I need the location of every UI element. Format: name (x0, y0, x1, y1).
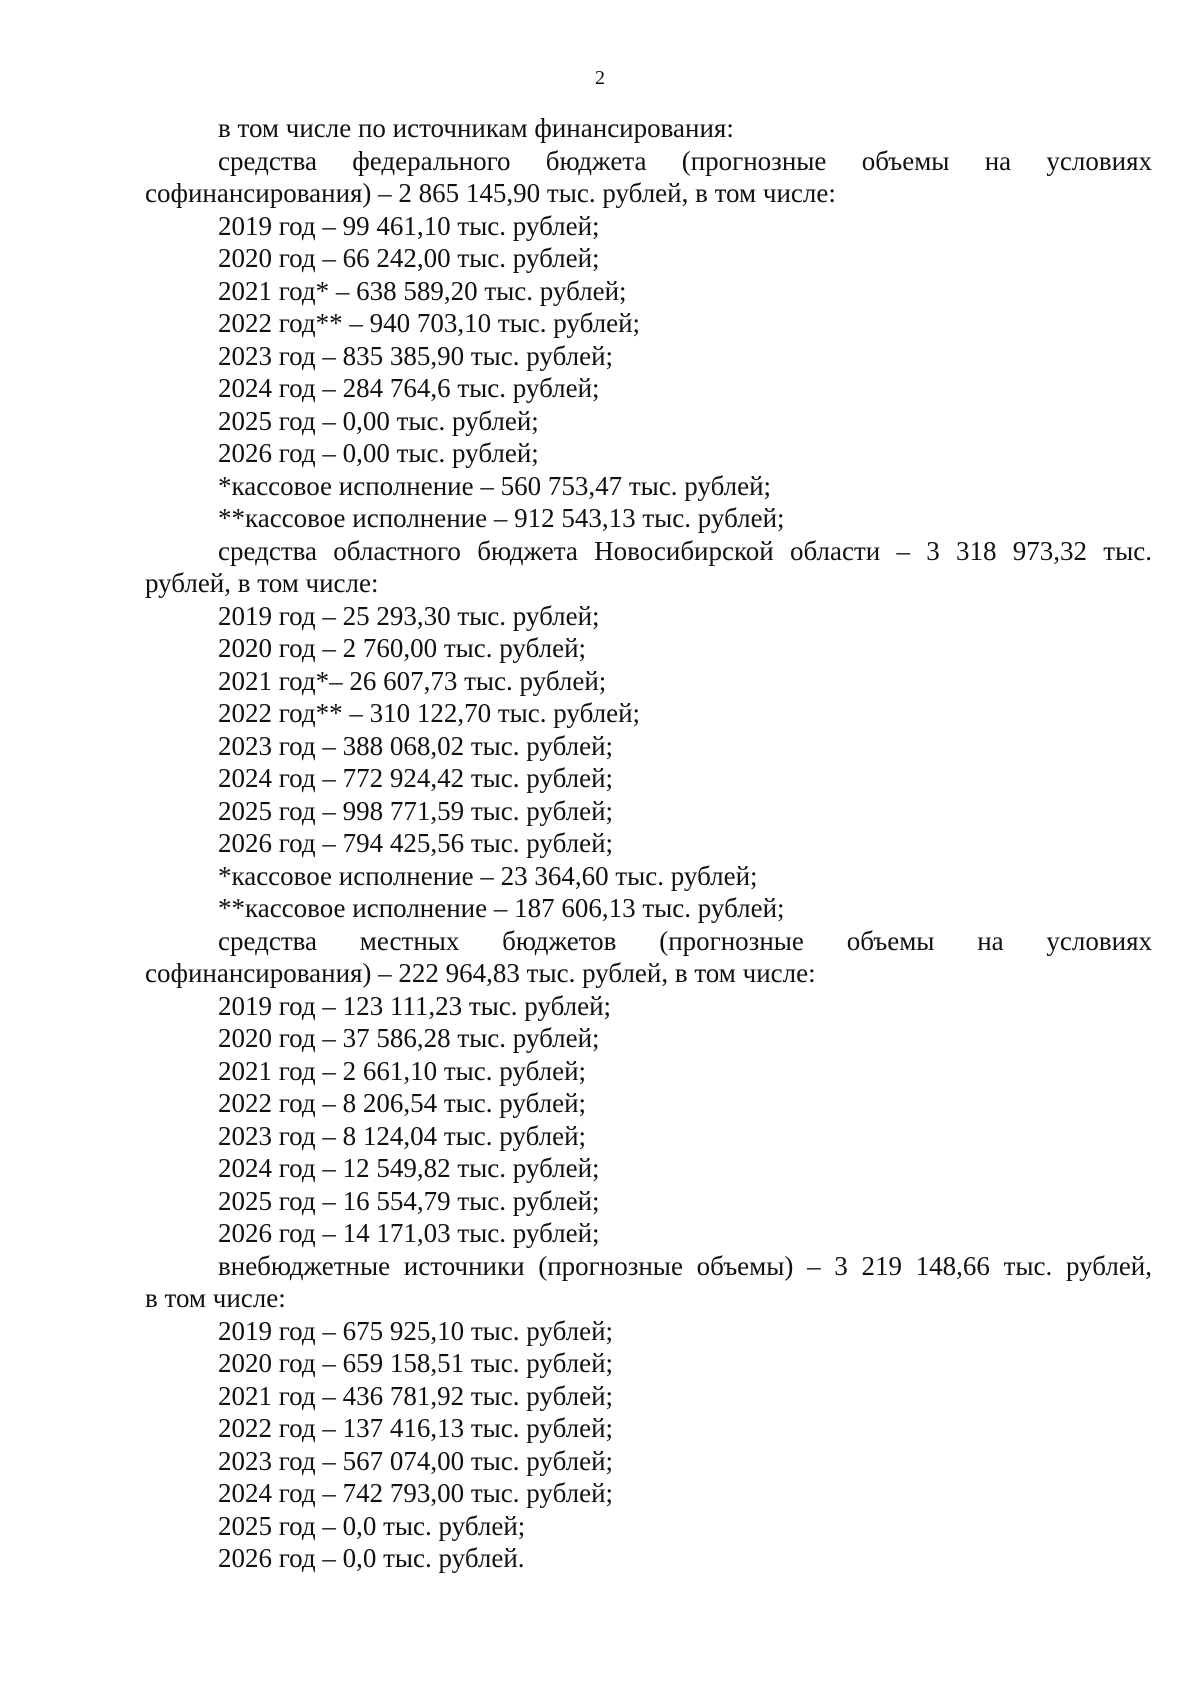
local-heading-line-1: средства местных бюджетов (прогнозные объемы на условиях (218, 925, 1152, 956)
federal-year-2020: 2020 год – 66 242,00 тыс. рублей; (218, 243, 600, 273)
federal-year-2021: 2021 год* – 638 589,20 тыс. рублей; (218, 275, 627, 306)
document-body (145, 112, 1152, 1575)
federal-year-2022: 2022 год** – 940 703,10 тыс. рублей; (218, 308, 641, 338)
regional-footnote-1: *кассовое исполнение – 23 364,60 тыс. рублей; (218, 860, 758, 891)
local-year-2023: 2023 год – 8 124,04 тыс. рублей; (218, 1120, 587, 1151)
page-number: 2 (595, 67, 605, 89)
federal-footnote-1: *кассовое исполнение – 560 753,47 тыс. рублей; (218, 470, 772, 501)
regional-year-2025: 2025 год – 998 771,59 тыс. рублей; (218, 795, 614, 826)
extra-heading-line-2: в том числе: (145, 1283, 286, 1313)
regional-year-2021: 2021 год*– 26 607,73 тыс. рублей; (218, 665, 607, 696)
local-year-2022: 2022 год – 8 206,54 тыс. рублей; (218, 1088, 587, 1118)
extra-year-2020: 2020 год – 659 158,51 тыс. рублей; (218, 1348, 614, 1378)
federal-budget-section (145, 145, 1152, 535)
extra-year-2024: 2024 год – 742 793,00 тыс. рублей; (218, 1478, 614, 1508)
local-year-2024: 2024 год – 12 549,82 тыс. рублей; (218, 1153, 600, 1183)
local-heading-line-2: софинансирования) – 222 964,83 тыс. рублей, в том числе: (145, 958, 816, 988)
federal-year-2025: 2025 год – 0,00 тыс. рублей; (218, 405, 539, 436)
regional-footnote-2: **кассовое исполнение – 187 606,13 тыс. рублей; (218, 893, 785, 923)
federal-heading-line-2: софинансирования) – 2 865 145,90 тыс. рублей, в том числе: (145, 178, 836, 208)
regional-budget-section (145, 535, 1152, 925)
federal-footnote-2: **кассовое исполнение – 912 543,13 тыс. рублей; (218, 503, 785, 533)
local-year-2021: 2021 год – 2 661,10 тыс. рублей; (218, 1055, 587, 1086)
regional-year-2026: 2026 год – 794 425,56 тыс. рублей; (218, 828, 614, 858)
local-year-2020: 2020 год – 37 586,28 тыс. рублей; (218, 1023, 600, 1053)
extra-year-2026: 2026 год – 0,0 тыс. рублей. (218, 1543, 525, 1573)
extra-heading-line-1: внебюджетные источники (прогнозные объемы) – 3 219 148,66 тыс. рублей, (218, 1250, 1152, 1281)
regional-year-2020: 2020 год – 2 760,00 тыс. рублей; (218, 633, 587, 663)
regional-year-2024: 2024 год – 772 924,42 тыс. рублей; (218, 763, 614, 793)
federal-year-2023: 2023 год – 835 385,90 тыс. рублей; (218, 340, 614, 371)
extra-year-2023: 2023 год – 567 074,00 тыс. рублей; (218, 1445, 614, 1476)
local-budget-section (145, 925, 1152, 1250)
local-year-2019: 2019 год – 123 111,23 тыс. рублей; (218, 990, 612, 1021)
local-year-2025: 2025 год – 16 554,79 тыс. рублей; (218, 1185, 600, 1216)
intro-line: в том числе по источникам финансирования: (218, 113, 734, 143)
regional-heading-line-1: средства областного бюджета Новосибирской области – 3 318 973,32 тыс. (218, 535, 1152, 566)
extra-year-2021: 2021 год – 436 781,92 тыс. рублей; (218, 1380, 614, 1411)
federal-heading-line-1: средства федерального бюджета (прогнозные объемы на условиях (218, 145, 1152, 176)
regional-year-2019: 2019 год – 25 293,30 тыс. рублей; (218, 600, 600, 631)
extra-year-2025: 2025 год – 0,0 тыс. рублей; (218, 1510, 526, 1541)
extra-year-2019: 2019 год – 675 925,10 тыс. рублей; (218, 1315, 614, 1346)
regional-year-2023: 2023 год – 388 068,02 тыс. рублей; (218, 730, 614, 761)
regional-year-2022: 2022 год** – 310 122,70 тыс. рублей; (218, 698, 641, 728)
regional-heading-line-2: рублей, в том числе: (145, 568, 379, 598)
local-year-2026: 2026 год – 14 171,03 тыс. рублей; (218, 1218, 600, 1248)
federal-year-2019: 2019 год – 99 461,10 тыс. рублей; (218, 210, 600, 241)
extrabudgetary-section (145, 1250, 1152, 1575)
extra-year-2022: 2022 год – 137 416,13 тыс. рублей; (218, 1413, 614, 1443)
federal-year-2026: 2026 год – 0,00 тыс. рублей; (218, 438, 539, 468)
federal-year-2024: 2024 год – 284 764,6 тыс. рублей; (218, 373, 600, 403)
